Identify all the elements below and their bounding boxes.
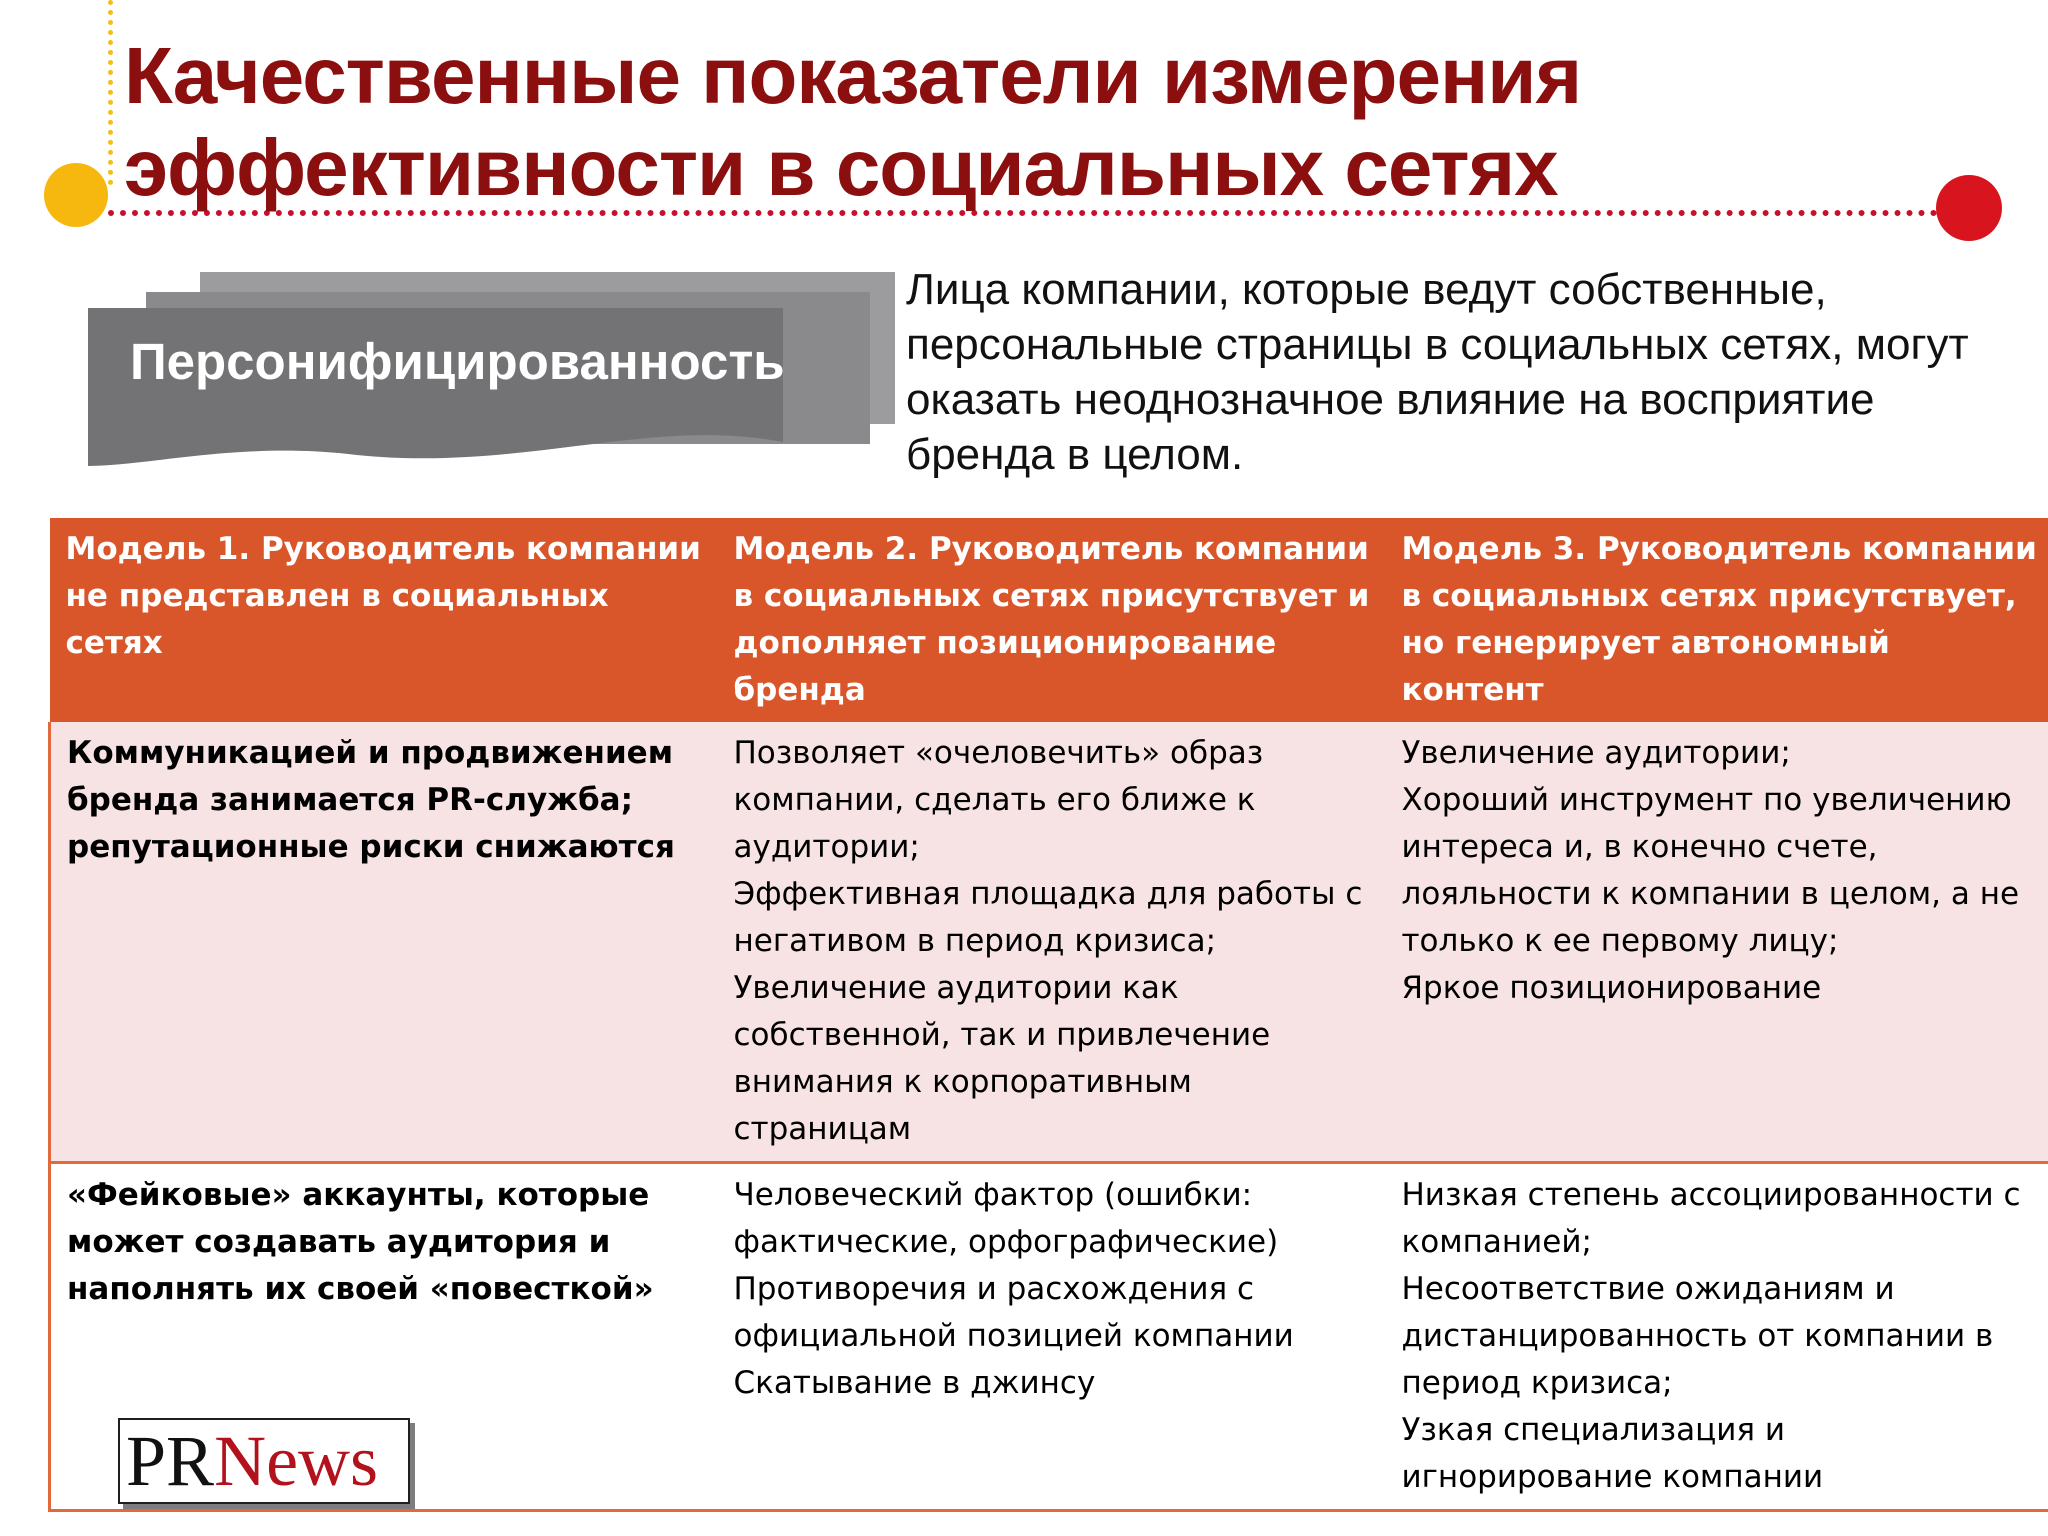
list-item: Хороший инструмент по увеличению интереса и, в конечно счете, лояльности к компании в целом, а не только к ее первому лицу; — [1401, 782, 2020, 959]
cell-model-2-advantages — [718, 722, 1386, 1163]
list-item: Низкая степень ассоциированности с компанией; — [1401, 1177, 2021, 1260]
list-item: Несоответствие ожиданиям и дистанцированность от компании в период кризиса; — [1401, 1271, 1994, 1401]
header-model-2: Модель 2. Руководитель компании в социальных сетях присутствует и дополняет позиционирование бренда — [718, 518, 1386, 722]
header-model-3: Модель 3. Руководитель компании в социальных сетях присутствует, но генерирует автономный контент — [1386, 518, 2048, 722]
prnews-logo — [118, 1418, 410, 1504]
models-table — [48, 518, 2048, 1512]
logo-news-text: News — [214, 1421, 379, 1501]
list-item: Узкая специализация и игнорирование компании — [1401, 1412, 1824, 1495]
yellow-circle-marker — [44, 163, 108, 227]
list-item: Эффективная площадка для работы с негативом в период кризиса; — [733, 876, 1363, 959]
list-item: Противоречия и расхождения с официальной позицией компании — [733, 1271, 1294, 1354]
red-circle-marker — [1936, 175, 2002, 241]
page-title — [124, 30, 1581, 214]
title-line-1: Качественные показатели измерения — [124, 31, 1582, 120]
cell-model-3-advantages — [1386, 722, 2048, 1163]
table-header-row — [50, 518, 2048, 722]
list-item: Яркое позиционирование — [1401, 970, 1822, 1006]
yellow-dotted-line — [108, 0, 113, 185]
list-item: Увеличение аудитории; — [1401, 735, 1791, 771]
logo-pr-text: PR — [126, 1421, 215, 1501]
list-item: Человеческий фактор (ошибки: фактические, орфографические) — [733, 1177, 1279, 1260]
cell-model-1-risks: «Фейковые» аккаунты, которые может создавать аудитория и наполнять их своей «повесткой» — [50, 1163, 718, 1511]
banner-label: Персонифицированность — [130, 333, 785, 390]
intro-paragraph: Лица компании, которые ведут собственные, персональные страницы в социальных сетях, могут оказать неоднозначное влияние на восприятие бренда в целом. — [906, 265, 1969, 479]
list-item: Увеличение аудитории как собственной, так и привлечение внимания к корпоративным страницам — [733, 970, 1271, 1147]
list-item: Позволяет «очеловечить» образ компании, сделать его ближе к аудитории; — [733, 735, 1264, 865]
cell-model-1-advantages: Коммуникацией и продвижением бренда занимается PR-служба; репутационные риски снижаются — [50, 722, 718, 1163]
title-line-2: эффективности в социальных сетях — [124, 123, 1558, 212]
cell-model-3-risks — [1386, 1163, 2048, 1511]
section-banner — [88, 270, 898, 480]
cell-model-2-risks — [718, 1163, 1386, 1511]
table-row-advantages — [50, 722, 2048, 1163]
header-model-1: Модель 1. Руководитель компании не представлен в социальных сетях — [50, 518, 718, 722]
list-item: Скатывание в джинсу — [733, 1365, 1096, 1401]
